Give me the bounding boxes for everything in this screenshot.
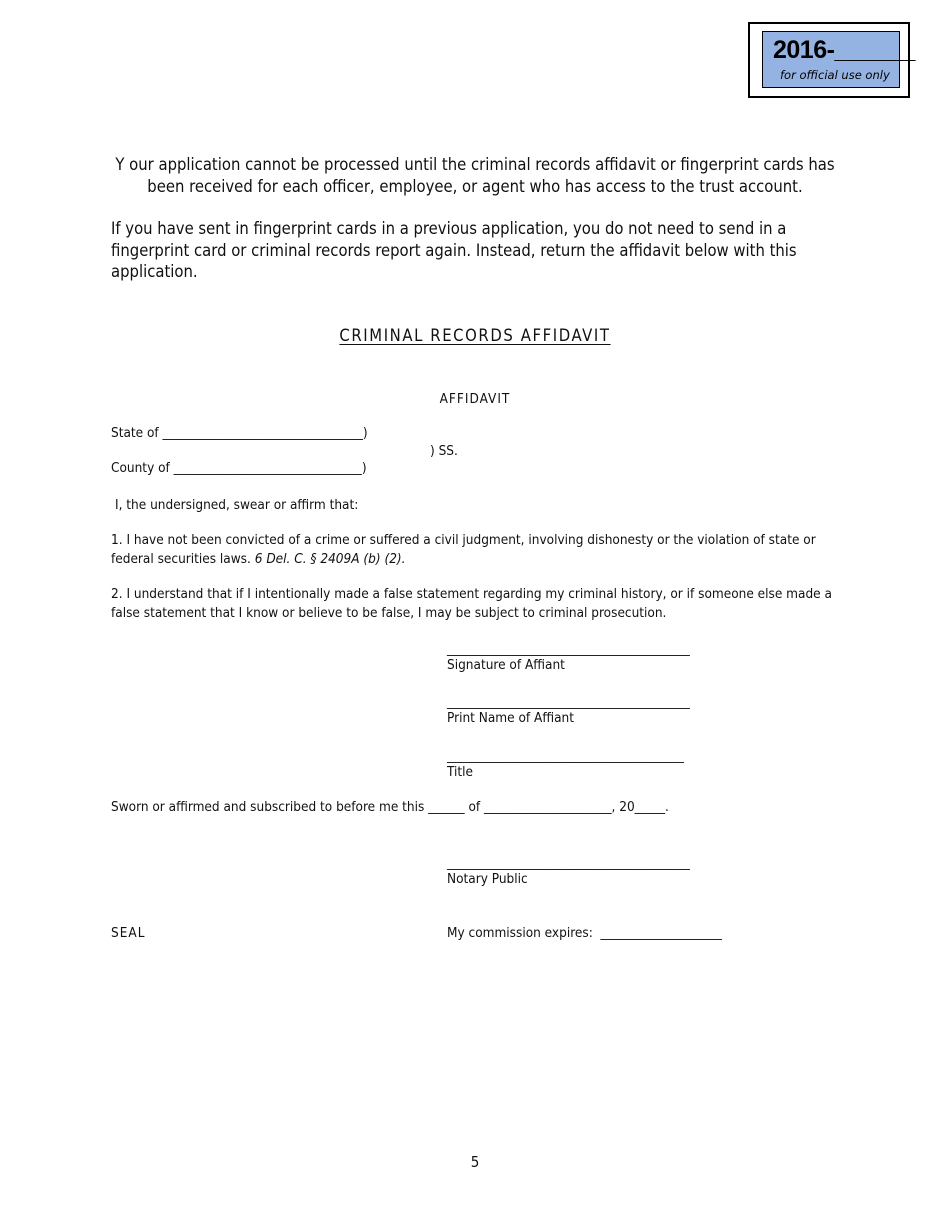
intro-notice bbox=[108, 154, 842, 197]
notary-line[interactable]: ________________________________________ bbox=[447, 855, 690, 871]
county-of-line: County of _______________________________) bbox=[111, 460, 367, 476]
page-title bbox=[0, 326, 950, 345]
affidavit-subtitle: AFFIDAVIT bbox=[439, 391, 511, 407]
intro-line-2: been received for each officer, employee, or agent who has access to the trust account. bbox=[147, 176, 803, 196]
sworn-statement: Sworn or affirmed and subscribed to before me this ______ of _____________________, 20_____. bbox=[111, 799, 669, 815]
ss-marker: ) SS. bbox=[430, 443, 458, 459]
state-of-line: State of _________________________________) bbox=[111, 425, 368, 441]
print-name-line[interactable]: ________________________________________ bbox=[447, 694, 690, 710]
title-label: Title bbox=[447, 764, 473, 780]
official-use-note: for official use only bbox=[780, 68, 890, 82]
statement-1-text: 1. I have not been convicted of a crime or suffered a civil judgment, involving dishonesty or the violation of state or federal securities laws. bbox=[111, 532, 816, 567]
oath-intro: I, the undersigned, swear or affirm that: bbox=[115, 497, 359, 513]
signature-line[interactable]: ________________________________________ bbox=[447, 641, 690, 657]
seal-label: SEAL bbox=[111, 925, 146, 941]
statement-2: 2. I understand that if I intentionally made a false statement regarding my criminal history, or if someone else made a false statement that I know or believe to be false, I may be subject to criminal prosecution. bbox=[111, 586, 832, 621]
statute-citation: 6 Del. C. § 2409A (b) (2). bbox=[254, 550, 406, 567]
official-use-box bbox=[748, 22, 915, 98]
notary-label: Notary Public bbox=[447, 871, 528, 887]
signature-label: Signature of Affiant bbox=[447, 657, 565, 673]
page-title-text: CRIMINAL RECORDS AFFIDAVIT bbox=[339, 326, 611, 345]
official-use-inner bbox=[762, 31, 915, 88]
intro-fingerprint-paragraph: If you have sent in fingerprint cards in a previous application, you do not need to send in a fingerprint card or criminal records report again. Instead, return the affidavit below with this application. bbox=[111, 219, 797, 281]
title-line[interactable]: _______________________________________ bbox=[447, 748, 684, 764]
statement-1 bbox=[111, 531, 841, 568]
intro-line-1: Y our application cannot be processed until the criminal records affidavit or fingerprint cards has bbox=[115, 155, 835, 174]
year-field: 2016-______ bbox=[773, 36, 915, 64]
print-name-label: Print Name of Affiant bbox=[447, 710, 574, 726]
commission-expires: My commission expires: ____________________ bbox=[447, 925, 722, 941]
page-number: 5 bbox=[470, 1153, 480, 1171]
